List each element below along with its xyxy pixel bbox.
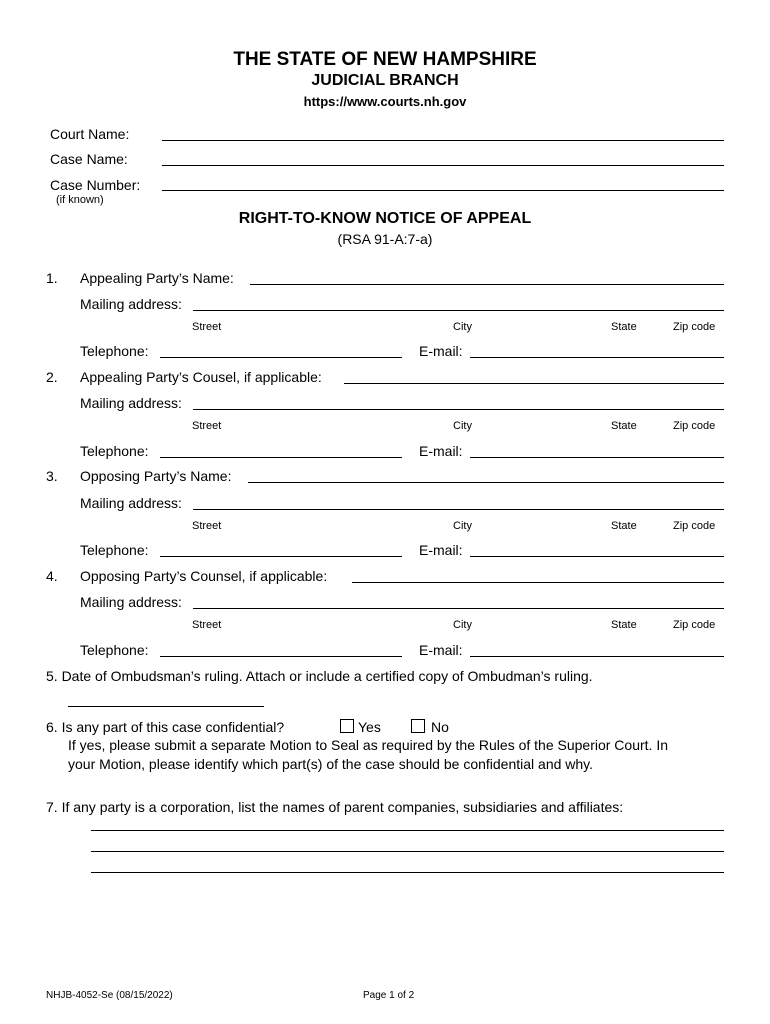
- party-1-state-sublabel: State: [611, 321, 637, 333]
- party-4-zip-sublabel: Zip code: [673, 619, 716, 631]
- party-3-email-label: E-mail:: [419, 542, 463, 558]
- party-3-state-sublabel: State: [611, 520, 637, 532]
- case-name-field[interactable]: [162, 165, 724, 166]
- form-branch-heading: JUDICIAL BRANCH: [311, 72, 459, 89]
- party-2-zip-sublabel: Zip code: [673, 420, 716, 432]
- party-3-street-sublabel: Street: [192, 520, 222, 532]
- party-4-email-field[interactable]: [470, 656, 724, 657]
- party-1-email-field[interactable]: [470, 357, 724, 358]
- party-1-mailing-label: Mailing address:: [80, 296, 182, 312]
- party-3-mailing-label: Mailing address:: [80, 495, 182, 511]
- party-4-counsel-label: Opposing Party’s Counsel, if applicable:: [80, 568, 328, 584]
- affiliates-field-line-1[interactable]: [91, 830, 724, 831]
- form-id-footer: NHJB-4052-Se (08/15/2022): [46, 990, 173, 1001]
- court-name-label: Court Name:: [50, 126, 130, 142]
- case-name-label: Case Name:: [50, 151, 128, 167]
- party-3-mailing-field[interactable]: [193, 509, 724, 510]
- party-1-email-label: E-mail:: [419, 343, 463, 359]
- party-1-city-sublabel: City: [453, 321, 472, 333]
- affiliates-field-line-3[interactable]: [91, 872, 724, 873]
- affiliates-field-line-2[interactable]: [91, 851, 724, 852]
- page-number-footer: Page 1 of 2: [363, 990, 415, 1001]
- party-4-street-sublabel: Street: [192, 619, 222, 631]
- party-4-mailing-label: Mailing address:: [80, 594, 182, 610]
- party-2-counsel-label: Appealing Party’s Cousel, if applicable:: [80, 369, 322, 385]
- party-3-city-sublabel: City: [453, 520, 472, 532]
- party-2-city-sublabel: City: [453, 420, 472, 432]
- form-state-heading: THE STATE OF NEW HAMPSHIRE: [233, 49, 537, 70]
- party-2-telephone-label: Telephone:: [80, 443, 149, 459]
- confidential-yes-checkbox[interactable]: [340, 719, 354, 733]
- corporation-affiliates-instruction: 7. If any party is a corporation, list the names of parent companies, subsidiaries and affiliates:: [46, 799, 624, 815]
- party-1-telephone-label: Telephone:: [80, 343, 149, 359]
- party-2-mailing-label: Mailing address:: [80, 395, 182, 411]
- party-4-state-sublabel: State: [611, 619, 637, 631]
- party-2-mailing-field[interactable]: [193, 409, 724, 410]
- motion-to-seal-instruction-line-2: your Motion, please identify which part(s) of the case should be confidential and why.: [68, 756, 594, 772]
- party-3-name-label: Opposing Party’s Name:: [80, 468, 232, 484]
- party-2-telephone-field[interactable]: [160, 457, 402, 458]
- party-3-telephone-label: Telephone:: [80, 542, 149, 558]
- ombudsman-ruling-date-field[interactable]: [68, 706, 264, 707]
- party-1-street-sublabel: Street: [192, 321, 222, 333]
- case-number-field[interactable]: [162, 190, 724, 191]
- case-number-note: (if known): [56, 194, 104, 206]
- party-3-telephone-field[interactable]: [160, 556, 402, 557]
- party-3-zip-sublabel: Zip code: [673, 520, 716, 532]
- motion-to-seal-instruction-line-1: If yes, please submit a separate Motion to Seal as required by the Rules of the Superior Court. In: [68, 737, 668, 753]
- form-statute: (RSA 91-A:7-a): [337, 231, 433, 247]
- ombudsman-ruling-instruction: 5. Date of Ombudsman’s ruling. Attach or include a certified copy of Ombudman’s ruling.: [46, 668, 593, 684]
- party-2-email-field[interactable]: [470, 457, 724, 458]
- party-2-email-label: E-mail:: [419, 443, 463, 459]
- party-1-zip-sublabel: Zip code: [673, 321, 716, 333]
- court-name-field[interactable]: [162, 140, 724, 141]
- party-1-mailing-field[interactable]: [193, 310, 724, 311]
- party-4-mailing-field[interactable]: [193, 608, 724, 609]
- party-2-counsel-field[interactable]: [344, 383, 724, 384]
- form-title: RIGHT-TO-KNOW NOTICE OF APPEAL: [238, 210, 532, 227]
- confidential-question: 6. Is any part of this case confidential?: [46, 719, 285, 735]
- party-1-name-label: Appealing Party’s Name:: [80, 270, 234, 286]
- party-1-telephone-field[interactable]: [160, 357, 402, 358]
- party-3-email-field[interactable]: [470, 556, 724, 557]
- party-1-number: 1.: [46, 270, 58, 286]
- party-3-name-field[interactable]: [248, 482, 724, 483]
- party-4-telephone-label: Telephone:: [80, 642, 149, 658]
- party-2-state-sublabel: State: [611, 420, 637, 432]
- party-4-city-sublabel: City: [453, 619, 472, 631]
- party-4-counsel-field[interactable]: [352, 582, 724, 583]
- party-2-street-sublabel: Street: [192, 420, 222, 432]
- confidential-no-label: No: [431, 719, 449, 735]
- party-3-number: 3.: [46, 468, 58, 484]
- party-4-email-label: E-mail:: [419, 642, 463, 658]
- court-website-link[interactable]: https://www.courts.nh.gov: [303, 94, 467, 109]
- party-2-number: 2.: [46, 369, 58, 385]
- case-number-label: Case Number:: [50, 177, 141, 193]
- confidential-yes-label: Yes: [358, 719, 381, 735]
- party-1-name-field[interactable]: [250, 284, 724, 285]
- confidential-no-checkbox[interactable]: [411, 719, 425, 733]
- party-4-number: 4.: [46, 568, 58, 584]
- party-4-telephone-field[interactable]: [160, 656, 402, 657]
